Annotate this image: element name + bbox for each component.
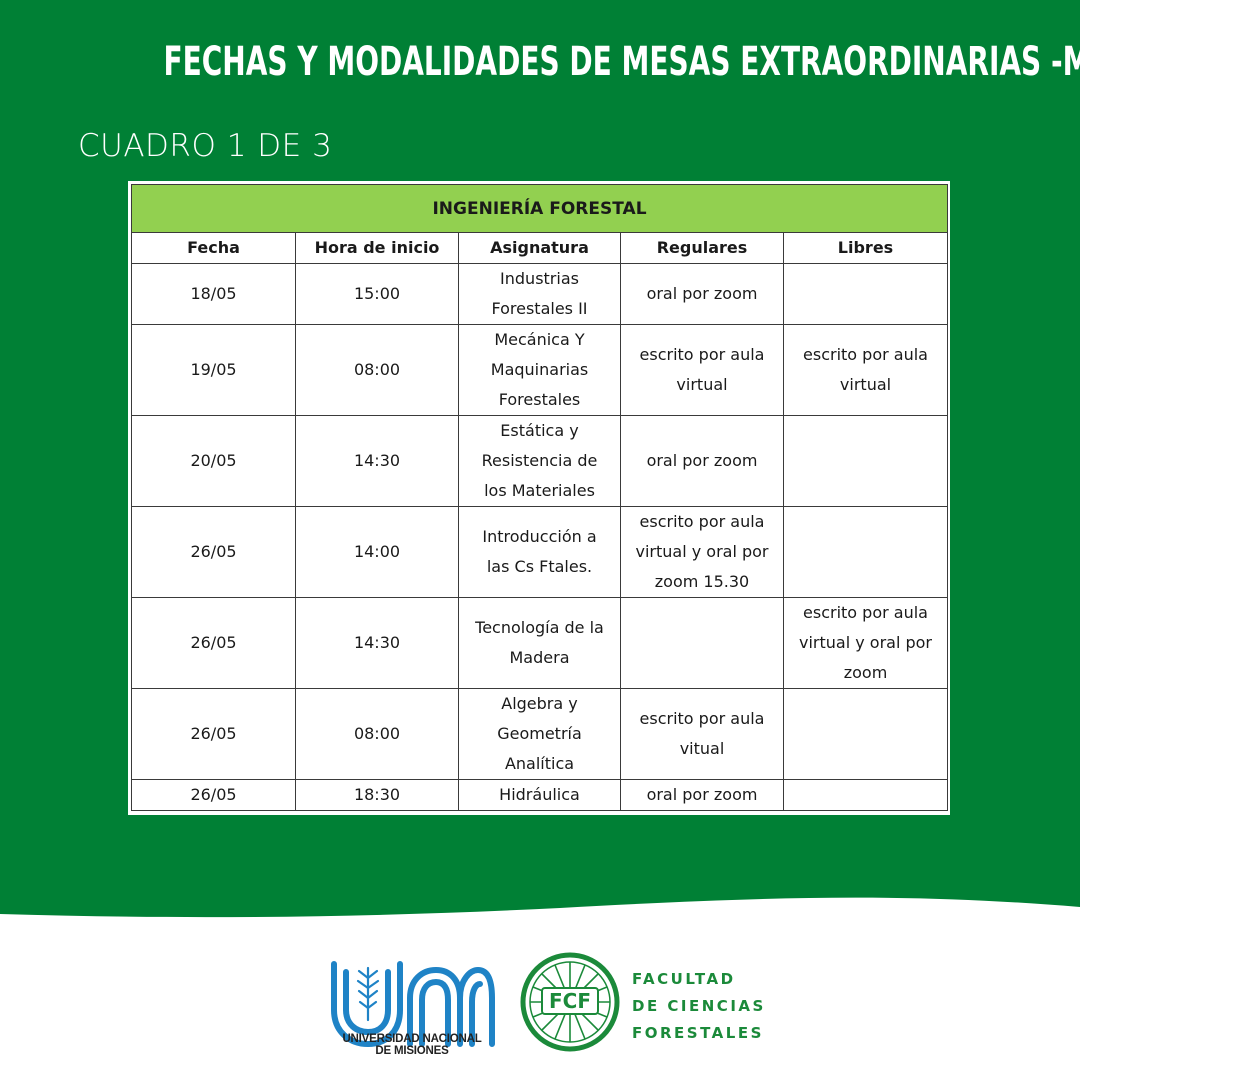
- cell-line: virtual: [839, 375, 892, 394]
- cell-hora: 08:00: [296, 689, 459, 780]
- cell-asignatura: [459, 689, 621, 780]
- cell-libres: [784, 598, 948, 689]
- cell-line: Resistencia de: [481, 451, 598, 470]
- cell-hora: 14:30: [296, 598, 459, 689]
- cell-line: vitual: [679, 739, 725, 758]
- cell-fecha: 26/05: [132, 598, 296, 689]
- cell-line: escrito por aula: [639, 709, 765, 728]
- cell-line: Forestales: [498, 390, 581, 409]
- fcf-seal-icon: [520, 952, 620, 1052]
- unam-name: [328, 1033, 496, 1057]
- column-header-hora: Hora de inicio: [296, 233, 459, 264]
- column-header-regulares: Regulares: [621, 233, 784, 264]
- cell-fecha: 26/05: [132, 780, 296, 811]
- cell-line: Estática y: [500, 421, 579, 440]
- cell-line: escrito por aula: [803, 603, 928, 622]
- cell-line: oral por zoom: [646, 451, 758, 470]
- cell-fecha: 20/05: [132, 416, 296, 507]
- cell-hora: 15:00: [296, 264, 459, 325]
- cell-line: zoom 15.30: [654, 572, 750, 591]
- cell-line: oral por zoom: [646, 284, 758, 303]
- cell-asignatura: [459, 416, 621, 507]
- fcf-name-line: FACULTAD: [632, 970, 736, 988]
- cell-asignatura: [459, 780, 621, 811]
- cell-hora: 14:00: [296, 507, 459, 598]
- table-row: [132, 598, 948, 689]
- column-header-asignatura: Asignatura: [459, 233, 621, 264]
- cell-asignatura: [459, 507, 621, 598]
- cell-fecha: 26/05: [132, 507, 296, 598]
- cell-libres: [784, 325, 948, 416]
- cell-line: virtual: [676, 375, 728, 394]
- table-row: [132, 507, 948, 598]
- cell-fecha: 19/05: [132, 325, 296, 416]
- cell-asignatura: [459, 598, 621, 689]
- cell-libres: [784, 689, 948, 780]
- table-row: [132, 416, 948, 507]
- cell-regulares: [621, 507, 784, 598]
- cell-line: Geometría: [497, 724, 582, 743]
- cell-line: virtual y oral por: [798, 633, 933, 652]
- cell-line: las Cs Ftales.: [486, 557, 593, 576]
- cell-fecha: 26/05: [132, 689, 296, 780]
- cell-line: escrito por aula: [639, 345, 765, 364]
- cell-regulares: [621, 264, 784, 325]
- cell-line: Analítica: [504, 754, 575, 773]
- cell-line: los Materiales: [484, 481, 595, 500]
- cell-asignatura: [459, 264, 621, 325]
- cell-libres: [784, 780, 948, 811]
- career-header: INGENIERÍA FORESTAL: [132, 185, 948, 233]
- cell-asignatura: [459, 325, 621, 416]
- fcf-name: [632, 966, 832, 1047]
- cell-libres: [784, 416, 948, 507]
- cell-regulares: [621, 416, 784, 507]
- cell-line: Maquinarias: [490, 360, 589, 379]
- cell-line: Forestales II: [491, 299, 588, 318]
- table-row: [132, 325, 948, 416]
- cell-line: Industrias: [500, 269, 579, 288]
- cell-line: Tecnología de la: [475, 618, 604, 637]
- footer-logos: [0, 930, 1080, 1080]
- column-header-fecha: Fecha: [132, 233, 296, 264]
- cell-hora: 14:30: [296, 416, 459, 507]
- cell-line: Hidráulica: [499, 785, 580, 804]
- cell-regulares: [621, 780, 784, 811]
- cell-hora: 08:00: [296, 325, 459, 416]
- cell-regulares: [621, 598, 784, 689]
- cell-line: Mecánica Y: [494, 330, 585, 349]
- schedule-table: [131, 184, 948, 811]
- cell-line: Madera: [509, 648, 570, 667]
- cell-line: virtual y oral por: [635, 542, 769, 561]
- page-title: FECHAS Y MODALIDADES DE MESAS EXTRAORDINARIAS -MAYO 2021: [163, 39, 1240, 85]
- column-header-libres: Libres: [784, 233, 948, 264]
- cell-regulares: [621, 689, 784, 780]
- unam-name-line: DE MISIONES: [375, 1045, 449, 1057]
- cell-line: oral por zoom: [646, 785, 758, 804]
- cell-line: escrito por aula: [639, 512, 765, 531]
- cell-line: escrito por aula: [803, 345, 928, 364]
- fcf-name-line: DE CIENCIAS: [632, 997, 766, 1015]
- cell-line: Algebra y: [501, 694, 578, 713]
- cell-line: Introducción a: [482, 527, 597, 546]
- fcf-seal-letters: FCF: [548, 989, 592, 1013]
- schedule-table-card: [128, 181, 950, 815]
- cell-hora: 18:30: [296, 780, 459, 811]
- cell-libres: [784, 264, 948, 325]
- cell-regulares: [621, 325, 784, 416]
- page-subtitle: CUADRO 1 DE 3: [78, 128, 333, 164]
- table-row: [132, 780, 948, 811]
- cell-libres: [784, 507, 948, 598]
- unam-name-line: UNIVERSIDAD NACIONAL: [342, 1033, 482, 1045]
- cell-fecha: 18/05: [132, 264, 296, 325]
- table-row: [132, 264, 948, 325]
- table-row: [132, 689, 948, 780]
- fcf-name-line: FORESTALES: [632, 1024, 764, 1042]
- cell-line: zoom: [843, 663, 888, 682]
